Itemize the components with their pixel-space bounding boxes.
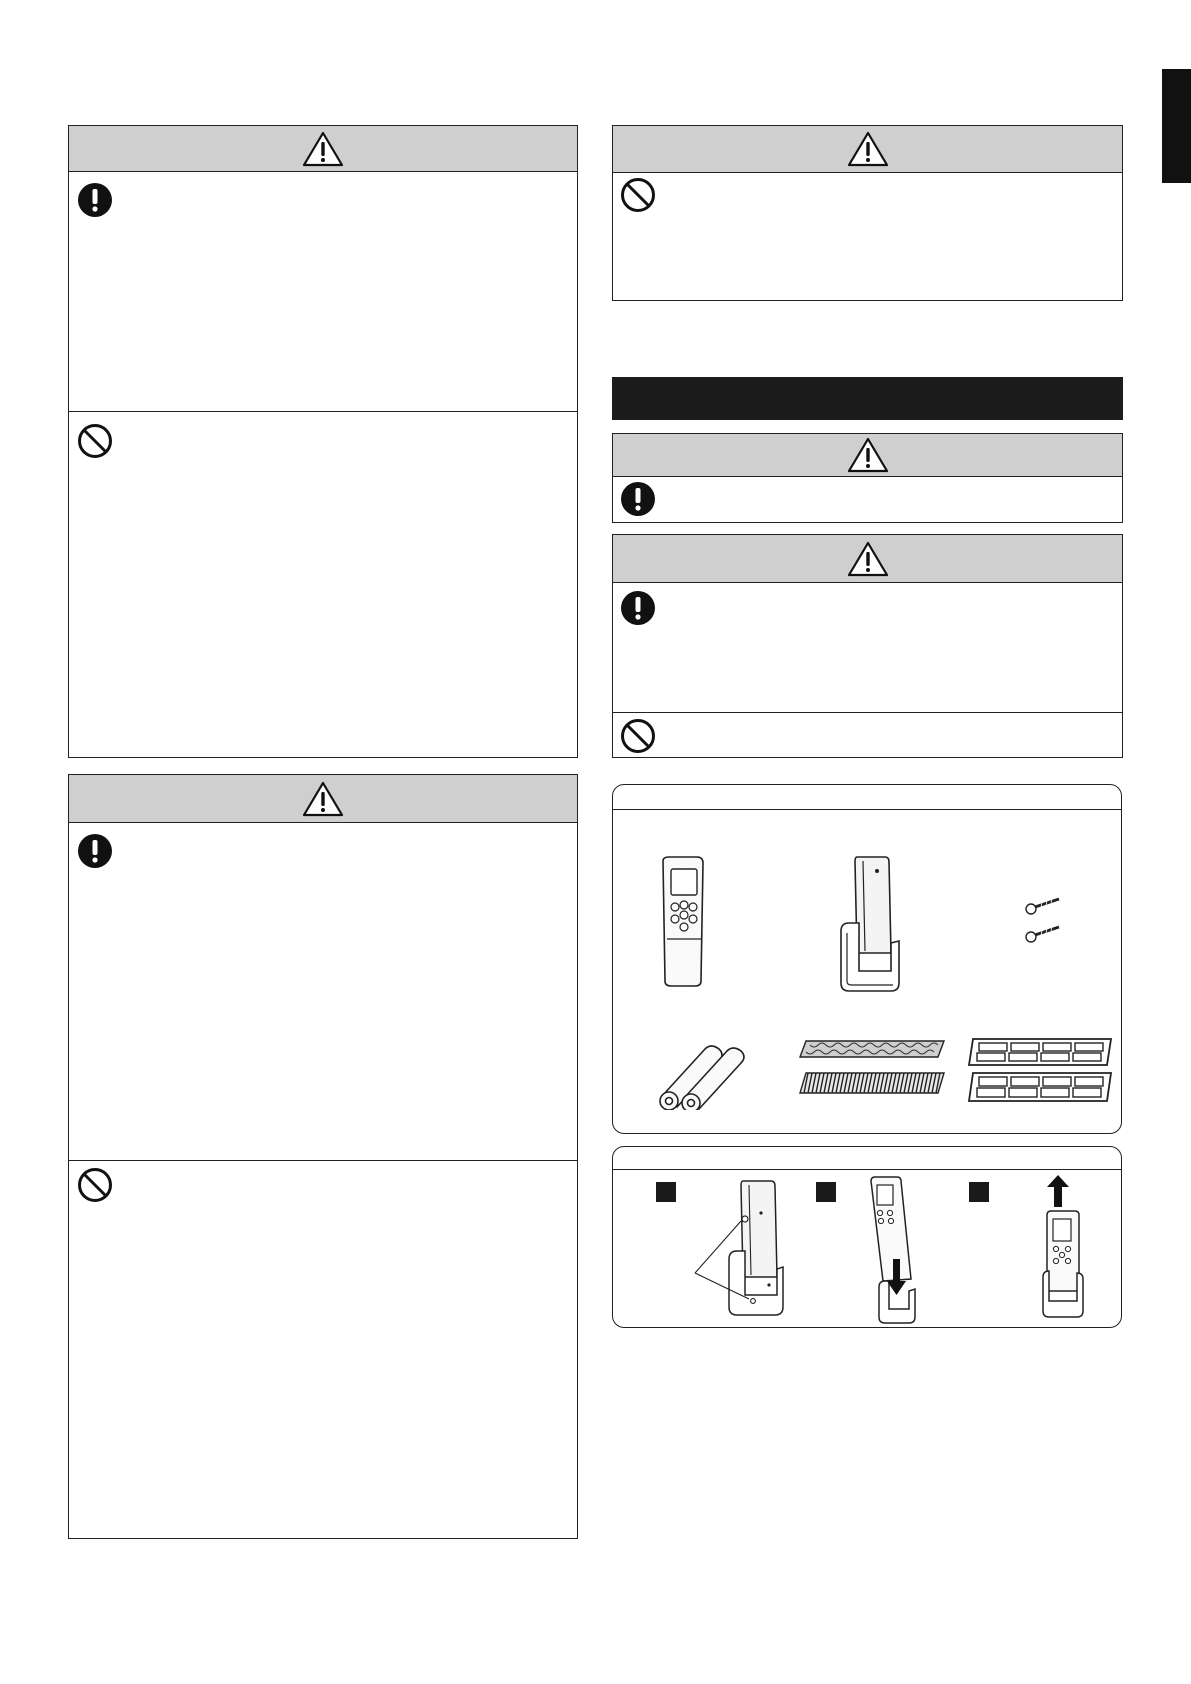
warning-header bbox=[69, 126, 577, 172]
exclamation-mandatory-icon bbox=[620, 590, 656, 626]
step-2-insert-remote-illustration bbox=[865, 1175, 935, 1325]
screws-illustration bbox=[1023, 895, 1068, 955]
warning-triangle-icon bbox=[847, 131, 889, 167]
warning-box-1 bbox=[68, 125, 578, 758]
warning-header bbox=[613, 126, 1122, 173]
exclamation-mandatory-icon bbox=[620, 481, 656, 517]
remote-control-illustration bbox=[653, 855, 713, 990]
step-1-mount-holder-illustration bbox=[693, 1177, 793, 1322]
air-filters-illustration bbox=[798, 1037, 946, 1105]
warning-box-4 bbox=[612, 433, 1123, 523]
filter-frames-illustration bbox=[967, 1035, 1115, 1110]
step-1-marker bbox=[656, 1182, 676, 1202]
box-divider bbox=[613, 712, 1122, 713]
accessories-panel bbox=[612, 784, 1122, 1134]
remote-holder-illustration bbox=[835, 853, 910, 998]
prohibition-icon bbox=[77, 1167, 113, 1203]
step-3-marker bbox=[969, 1182, 989, 1202]
warning-triangle-icon bbox=[302, 131, 344, 167]
box-divider bbox=[69, 1160, 577, 1161]
warning-triangle-icon bbox=[847, 541, 889, 577]
step-2-marker bbox=[816, 1182, 836, 1202]
box-divider bbox=[69, 411, 577, 412]
section-title-bar bbox=[612, 377, 1123, 420]
prohibition-icon bbox=[620, 718, 656, 754]
warning-box-5 bbox=[612, 534, 1123, 758]
holder-installation-panel bbox=[612, 1146, 1122, 1328]
warning-header bbox=[613, 535, 1122, 583]
warning-triangle-icon bbox=[302, 781, 344, 817]
panel-header-divider bbox=[613, 809, 1121, 810]
exclamation-mandatory-icon bbox=[77, 833, 113, 869]
step-3-remove-remote-illustration bbox=[1041, 1171, 1091, 1321]
warning-triangle-icon bbox=[847, 437, 889, 473]
prohibition-icon bbox=[620, 177, 656, 213]
language-tab bbox=[1162, 69, 1191, 183]
exclamation-mandatory-icon bbox=[77, 182, 113, 218]
panel-header-divider bbox=[613, 1169, 1121, 1170]
warning-header bbox=[613, 434, 1122, 477]
warning-box-2 bbox=[68, 774, 578, 1539]
warning-box-3 bbox=[612, 125, 1123, 301]
batteries-illustration bbox=[653, 1035, 748, 1110]
prohibition-icon bbox=[77, 423, 113, 459]
warning-header bbox=[69, 775, 577, 823]
